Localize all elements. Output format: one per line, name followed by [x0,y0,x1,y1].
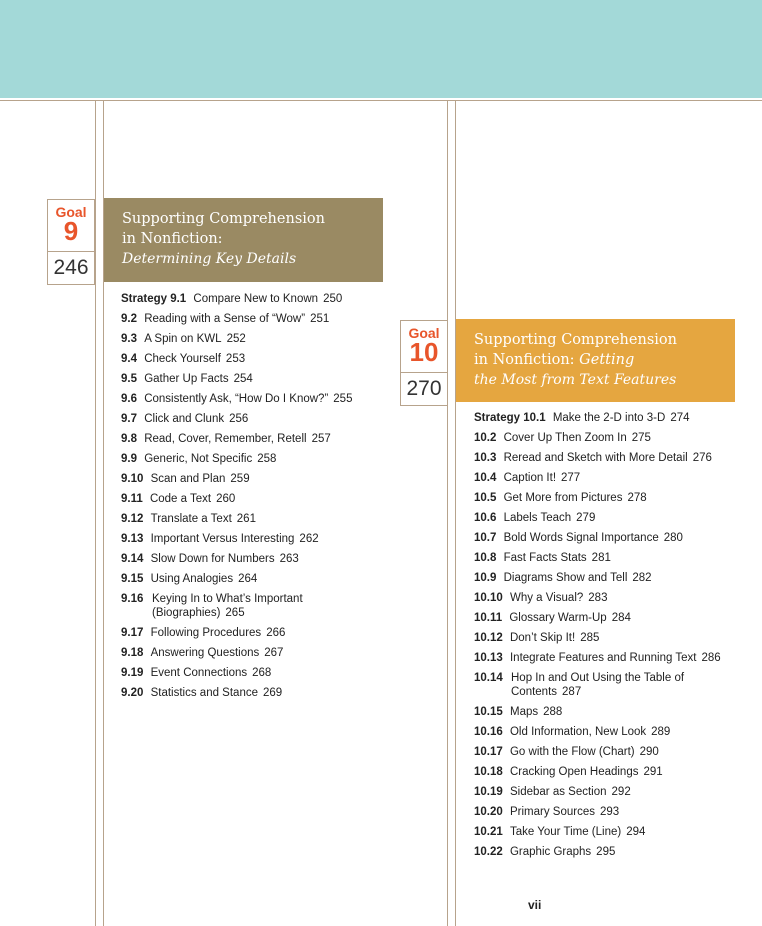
toc-entry [474,725,754,739]
strategy-page: 291 [643,766,663,778]
strategy-page: 286 [701,652,721,664]
toc-entry [121,432,441,446]
strategy-number: 10.3 [474,452,497,464]
strategy-title: Generic, Not Specific [144,453,253,465]
strategy-number: 9.8 [121,433,137,445]
strategy-number: Strategy 9.1 [121,293,187,305]
strategy-page: 267 [264,647,284,659]
strategy-page: 263 [279,553,299,565]
strategy-number: 9.17 [121,627,144,639]
toc-entry [121,332,441,346]
strategy-title: Caption It! [503,472,557,484]
strategy-page: 259 [230,473,250,485]
toc-entry [474,765,754,779]
goal-10-title-banner [456,319,735,402]
strategy-title: Following Procedures [150,627,262,639]
toc-entry [474,611,754,625]
goal-page-number: 270 [406,377,442,400]
strategy-title: Reading with a Sense of “Wow” [144,313,306,325]
strategy-number: 10.2 [474,432,497,444]
strategy-title: Check Yourself [144,353,221,365]
strategy-number: 10.13 [474,652,503,664]
toc-entry [121,626,441,640]
toc-entry [121,532,441,546]
toc-entry [474,491,754,505]
strategy-number: 9.15 [121,573,144,585]
strategy-title: Primary Sources [509,806,595,818]
strategy-title: (Biographies) [152,607,221,619]
toc-entry [474,785,754,799]
strategy-title: Bold Words Signal Importance [503,532,659,544]
strategy-title: Diagrams Show and Tell [503,572,628,584]
strategy-title: Fast Facts Stats [503,552,587,564]
strategy-number: 10.22 [474,846,503,858]
strategy-number: 9.3 [121,333,137,345]
strategy-number: 9.19 [121,667,144,679]
toc-entry [121,452,441,466]
strategy-page: 266 [266,627,286,639]
strategy-number: 9.9 [121,453,137,465]
strategy-number: Strategy 10.1 [474,412,546,424]
toc-entry [474,745,754,759]
strategy-title: Scan and Plan [150,473,226,485]
toc-entry [474,471,754,485]
strategy-page: 284 [611,612,631,624]
toc-entry [121,412,441,426]
strategy-page: 276 [692,452,712,464]
strategy-number: 10.5 [474,492,497,504]
strategy-page: 288 [543,706,563,718]
toc-entry [121,666,441,680]
toc-entry [121,646,441,660]
goal-10-strategy-list [474,411,754,865]
strategy-number: 10.15 [474,706,503,718]
toc-entry [474,631,754,645]
strategy-number: 10.10 [474,592,503,604]
strategy-number: 9.4 [121,353,137,365]
toc-entry [121,352,441,366]
toc-entry [121,392,441,406]
strategy-title: Take Your Time (Line) [509,826,622,838]
strategy-number: 10.6 [474,512,497,524]
goal-title-line: in Nonfiction: [474,352,575,368]
toc-entry [474,571,754,585]
strategy-number: 9.20 [121,687,144,699]
strategy-title: Don’t Skip It! [509,632,576,644]
strategy-page: 289 [651,726,671,738]
strategy-title: Reread and Sketch with More Detail [503,452,688,464]
strategy-number: 9.5 [121,373,137,385]
strategy-page: 282 [632,572,652,584]
strategy-number: 9.11 [121,493,143,505]
strategy-page: 258 [257,453,277,465]
toc-entry [121,592,441,620]
strategy-page: 279 [576,512,596,524]
goal-10-badge [400,320,448,406]
goal-label: Goal [55,204,87,220]
page-folio: vii [528,898,542,912]
strategy-title: Event Connections [150,667,248,679]
toc-entry [474,591,754,605]
strategy-number: 9.7 [121,413,137,425]
goal-9-strategy-list [121,292,441,706]
strategy-page: 251 [310,313,330,325]
goal-subtitle: Determining Key Details [122,251,297,267]
toc-entry [474,845,754,859]
strategy-title: Statistics and Stance [150,687,258,699]
strategy-title: Glossary Warm-Up [509,612,607,624]
strategy-title: Why a Visual? [509,592,584,604]
strategy-page: 275 [631,432,651,444]
goal-subtitle: Getting [579,352,635,368]
strategy-number: 10.9 [474,572,497,584]
toc-entry [121,472,441,486]
strategy-title: Translate a Text [150,513,232,525]
goal-page-number: 246 [53,256,89,279]
strategy-number: 9.10 [121,473,144,485]
strategy-title: Gather Up Facts [144,373,229,385]
strategy-title: Cover Up Then Zoom In [503,432,627,444]
strategy-page: 294 [626,826,646,838]
strategy-number: 9.6 [121,393,137,405]
strategy-title: Answering Questions [150,647,260,659]
strategy-title: Make the 2-D into 3-D [552,412,666,424]
strategy-page: 278 [627,492,647,504]
strategy-title: Cracking Open Headings [509,766,639,778]
strategy-number: 9.14 [121,553,144,565]
strategy-number: 9.16 [121,593,144,605]
toc-entry [474,531,754,545]
toc-entry [474,511,754,525]
strategy-page: 280 [663,532,683,544]
strategy-number: 9.18 [121,647,144,659]
strategy-title: Sidebar as Section [509,786,607,798]
goal-title-line: Supporting Comprehension [474,332,677,348]
toc-entry [121,552,441,566]
strategy-number: 10.4 [474,472,497,484]
strategy-number: 10.7 [474,532,497,544]
toc-entry [474,825,754,839]
strategy-number: 10.19 [474,786,503,798]
goal-number: 9 [63,216,79,246]
strategy-page: 281 [591,552,611,564]
strategy-title: A Spin on KWL [144,333,222,345]
toc-entry [121,512,441,526]
strategy-title: Go with the Flow (Chart) [509,746,635,758]
goal-label: Goal [408,325,440,341]
strategy-page: 293 [599,806,620,818]
top-color-band [0,0,762,98]
strategy-page: 274 [670,412,690,424]
toc-entry [474,705,754,719]
strategy-number: 10.14 [474,672,503,684]
strategy-page: 254 [233,373,253,385]
strategy-number: 10.8 [474,552,497,564]
toc-entry [474,451,754,465]
strategy-number: 9.2 [121,313,137,325]
strategy-title: Get More from Pictures [503,492,623,504]
column-rule [455,100,456,926]
strategy-page: 287 [562,686,582,698]
goal-number: 10 [409,337,439,367]
strategy-page: 261 [236,513,256,525]
strategy-title: Hop In and Out Using the Table of [511,672,685,684]
toc-entry [121,686,441,700]
strategy-number: 9.12 [121,513,144,525]
toc-entry [121,372,441,386]
toc-entry [474,651,754,665]
strategy-page: 256 [229,413,249,425]
strategy-title: Read, Cover, Remember, Retell [144,433,307,445]
goal-9-badge [47,199,95,285]
strategy-title: Code a Text [149,493,212,505]
strategy-title: Maps [509,706,539,718]
goal-subtitle: the Most from Text Features [474,372,677,388]
strategy-title: Integrate Features and Running Text [509,652,697,664]
strategy-page: 253 [225,353,246,365]
strategy-page: 260 [216,493,236,505]
strategy-number: 10.11 [474,612,503,624]
header-rule [0,100,762,101]
strategy-number: 10.20 [474,806,503,818]
toc-entry [121,572,441,586]
strategy-page: 290 [639,746,659,758]
strategy-number: 10.17 [474,746,503,758]
column-rule [447,100,448,926]
strategy-title: Important Versus Interesting [150,533,295,545]
toc-entry [121,292,441,306]
strategy-number: 9.13 [121,533,144,545]
strategy-page: 295 [596,846,616,858]
toc-entry [474,805,754,819]
strategy-page: 277 [561,472,581,484]
strategy-title: Labels Teach [503,512,572,524]
strategy-number: 10.16 [474,726,503,738]
strategy-title: Graphic Graphs [509,846,592,858]
strategy-title: Using Analogies [150,573,234,585]
strategy-title: Contents [511,686,558,698]
strategy-page: 250 [323,293,343,305]
strategy-title: Click and Clunk [144,413,225,425]
strategy-page: 264 [238,573,258,585]
strategy-page: 262 [299,533,319,545]
toc-entry [474,551,754,565]
strategy-number: 10.21 [474,826,503,838]
column-rule [95,100,96,926]
strategy-title: Keying In to What’s Important [152,593,303,605]
strategy-page: 257 [311,433,331,445]
strategy-page: 283 [588,592,608,604]
toc-entry [474,671,754,699]
strategy-title: Slow Down for Numbers [150,553,275,565]
strategy-page: 255 [333,393,353,405]
strategy-title: Compare New to Known [193,293,319,305]
strategy-page: 269 [263,687,283,699]
strategy-title: Old Information, New Look [509,726,647,738]
toc-entry [474,431,754,445]
toc-entry [121,492,441,506]
strategy-page: 292 [611,786,631,798]
strategy-page: 285 [580,632,600,644]
strategy-page: 265 [225,607,245,619]
toc-entry [121,312,441,326]
strategy-page: 252 [226,333,246,345]
strategy-page: 268 [252,667,272,679]
strategy-title: Consistently Ask, “How Do I Know?” [144,393,329,405]
goal-title-line: Supporting Comprehension [122,211,325,227]
strategy-number: 10.18 [474,766,503,778]
goal-9-title-banner [104,198,383,282]
strategy-number: 10.12 [474,632,503,644]
goal-title-line: in Nonfiction: [122,231,223,247]
toc-entry [474,411,754,425]
